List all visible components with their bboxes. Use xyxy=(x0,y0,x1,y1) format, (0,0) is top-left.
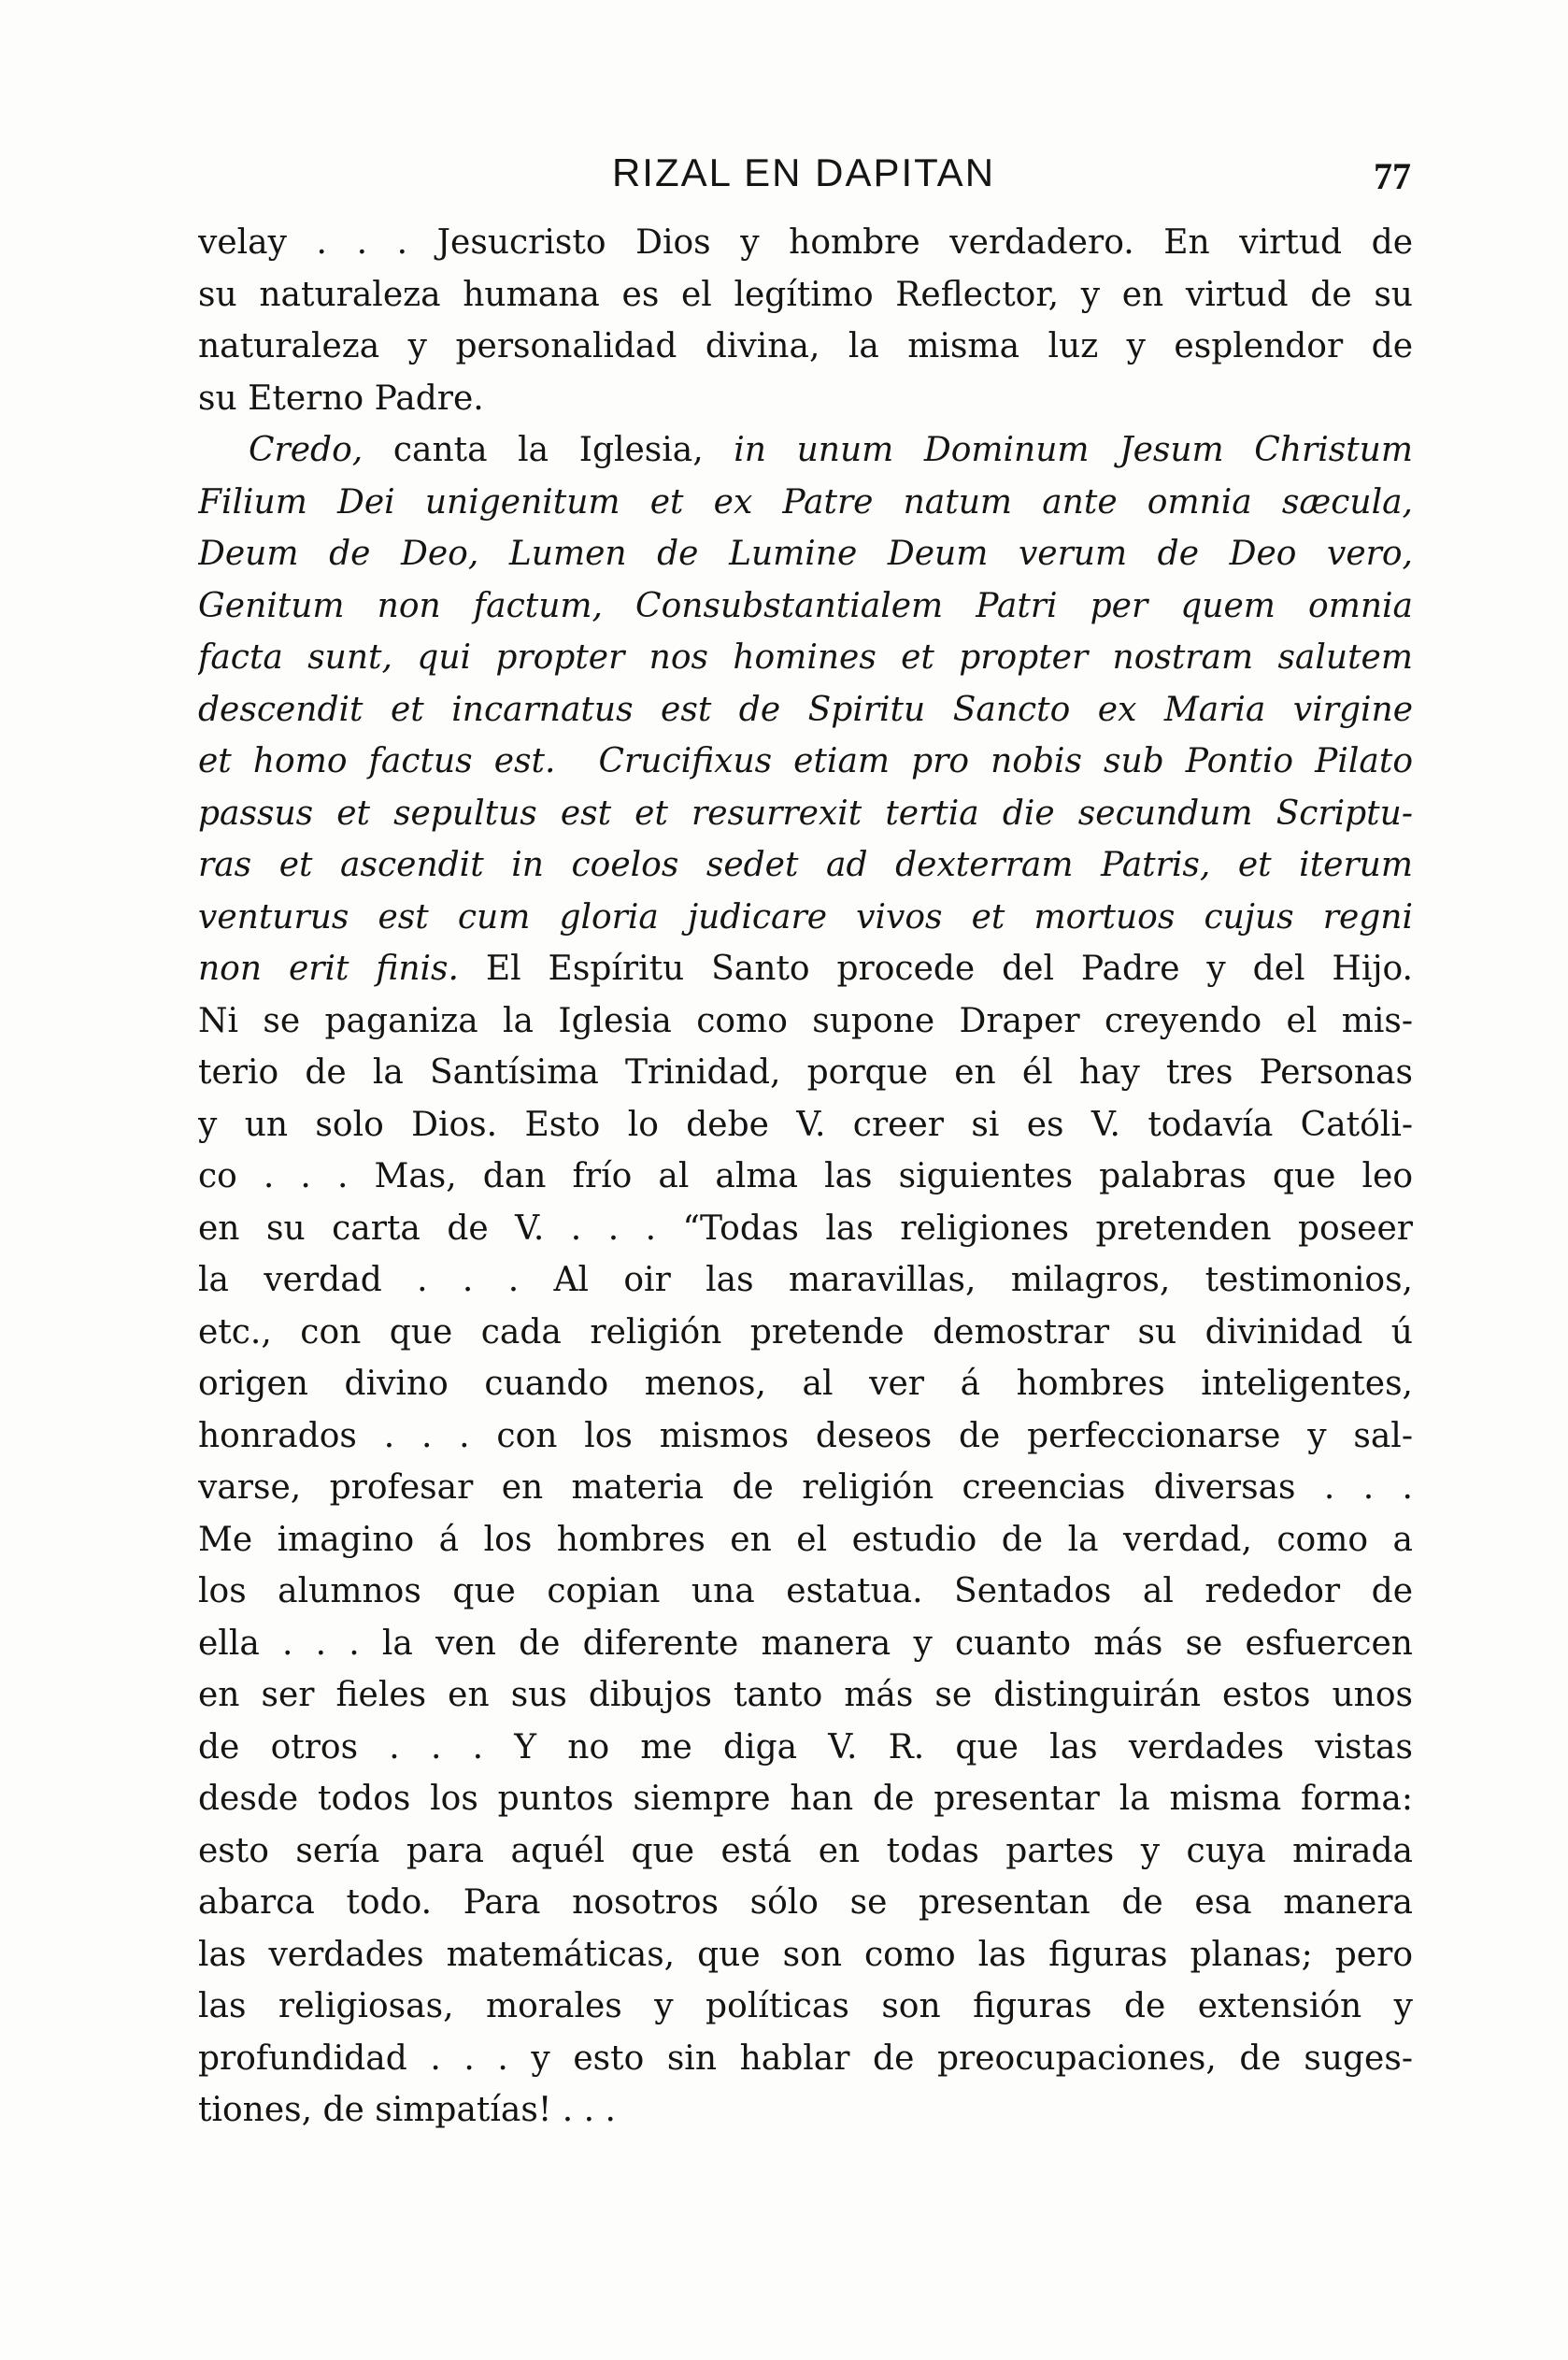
text-line: Ni se paganiza la Iglesia como supone Draper creyendo el mis- xyxy=(198,1001,1413,1040)
body-text xyxy=(198,217,1413,2137)
credo-word: Credo, xyxy=(249,431,363,469)
text-line: velay . . . Jesucristo Dios y hombre verdadero. En virtud de xyxy=(198,223,1413,262)
latin-line: Filium Dei unigenitum et ex Patre natum ante omnia sæcula, xyxy=(198,482,1413,522)
latin-phrase: Crucifixus etiam pro nobis sub Pontio Pilato xyxy=(598,742,1413,780)
latin-line: passus et sepultus est et resurrexit tertia die secundum Scriptu- xyxy=(198,794,1413,833)
text-line: la verdad . . . Al oir las maravillas, milagros, testimonios, xyxy=(198,1261,1413,1299)
text-line: desde todos los puntos siempre han de presentar la misma forma: xyxy=(198,1780,1413,1818)
text-line: en su carta de V. . . . “Todas las religiones pretenden poseer xyxy=(198,1209,1413,1248)
latin-line: Genitum non factum, Consubstantialem Patri per quem omnia xyxy=(198,586,1413,625)
text-line: terio de la Santísima Trinidad, porque en él hay tres Personas xyxy=(198,1053,1413,1092)
text-line: su Eterno Padre. xyxy=(198,379,484,418)
text-line: las verdades matemáticas, que son como las figuras planas; pero xyxy=(198,1935,1413,1974)
running-header xyxy=(196,140,1411,206)
running-title: RIZAL EN DAPITAN xyxy=(611,150,996,194)
latin-line xyxy=(198,736,1413,788)
latin-line: Deum de Deo, Lumen de Lumine Deum verum de Deo vero, xyxy=(198,535,1413,573)
text-line: su naturaleza humana es el legítimo Reflector, y en virtud de su xyxy=(198,275,1413,314)
text-line: Me imagino á los hombres en el estudio de la verdad, como a xyxy=(198,1520,1413,1559)
text-line: los alumnos que copian una estatua. Sentados al rededor de xyxy=(198,1572,1413,1610)
latin-line: ras et ascendit in coelos sedet ad dexterram Patris, et iterum xyxy=(198,846,1413,884)
text-line: etc., con que cada religión pretende demostrar su divinidad ú xyxy=(198,1312,1413,1352)
canta-phrase: canta la Iglesia, xyxy=(363,431,734,469)
latin-phrase: et homo factus est. xyxy=(198,742,556,780)
text-line: profundidad . . . y esto sin hablar de preocupaciones, de suges- xyxy=(198,2038,1413,2078)
latin-phrase: non erit finis. xyxy=(198,950,459,988)
text-line: naturaleza y personalidad divina, la misma luz y esplendor de xyxy=(198,327,1413,365)
latin-line: facta sunt, qui propter nos homines et propter nostram salutem xyxy=(198,638,1413,677)
text-line: abarca todo. Para nosotros sólo se presentan de esa manera xyxy=(198,1883,1413,1922)
text-line: en ser fieles en sus dibujos tanto más se distinguirán estos unos xyxy=(198,1676,1413,1714)
text-line: varse, profesar en materia de religión creencias diversas . . . xyxy=(198,1468,1413,1507)
text-line xyxy=(198,943,1413,995)
text-line xyxy=(198,424,1413,477)
text-line: y un solo Dios. Esto lo debe V. creer si es V. todavía Católi- xyxy=(198,1105,1413,1144)
text-line: las religiosas, morales y políticas son figuras de extensión y xyxy=(198,1987,1413,2025)
roman-phrase: El Espíritu Santo procede del Padre y del Hijo. xyxy=(458,950,1413,988)
latin-phrase: in unum Dominum Jesum Christum xyxy=(734,431,1413,469)
page-number: 77 xyxy=(1374,155,1411,197)
text-line: tiones, de simpatías! . . . xyxy=(198,2091,616,2129)
latin-line: descendit et incarnatus est de Spiritu Sancto ex Maria virgine xyxy=(198,690,1413,729)
text-line: co . . . Mas, dan frío al alma las siguientes palabras que leo xyxy=(198,1157,1413,1195)
text-line: honrados . . . con los mismos deseos de perfeccionarse y sal- xyxy=(198,1416,1413,1455)
text-line: origen divino cuando menos, al ver á hombres inteligentes, xyxy=(198,1365,1413,1403)
text-line: ella . . . la ven de diferente manera y cuanto más se esfuercen xyxy=(198,1623,1413,1663)
text-line: de otros . . . Y no me diga V. R. que las verdades vistas xyxy=(198,1727,1413,1766)
text-line: esto sería para aquél que está en todas partes y cuya mirada xyxy=(198,1831,1413,1870)
latin-line: venturus est cum gloria judicare vivos et mortuos cujus regni xyxy=(198,897,1413,937)
